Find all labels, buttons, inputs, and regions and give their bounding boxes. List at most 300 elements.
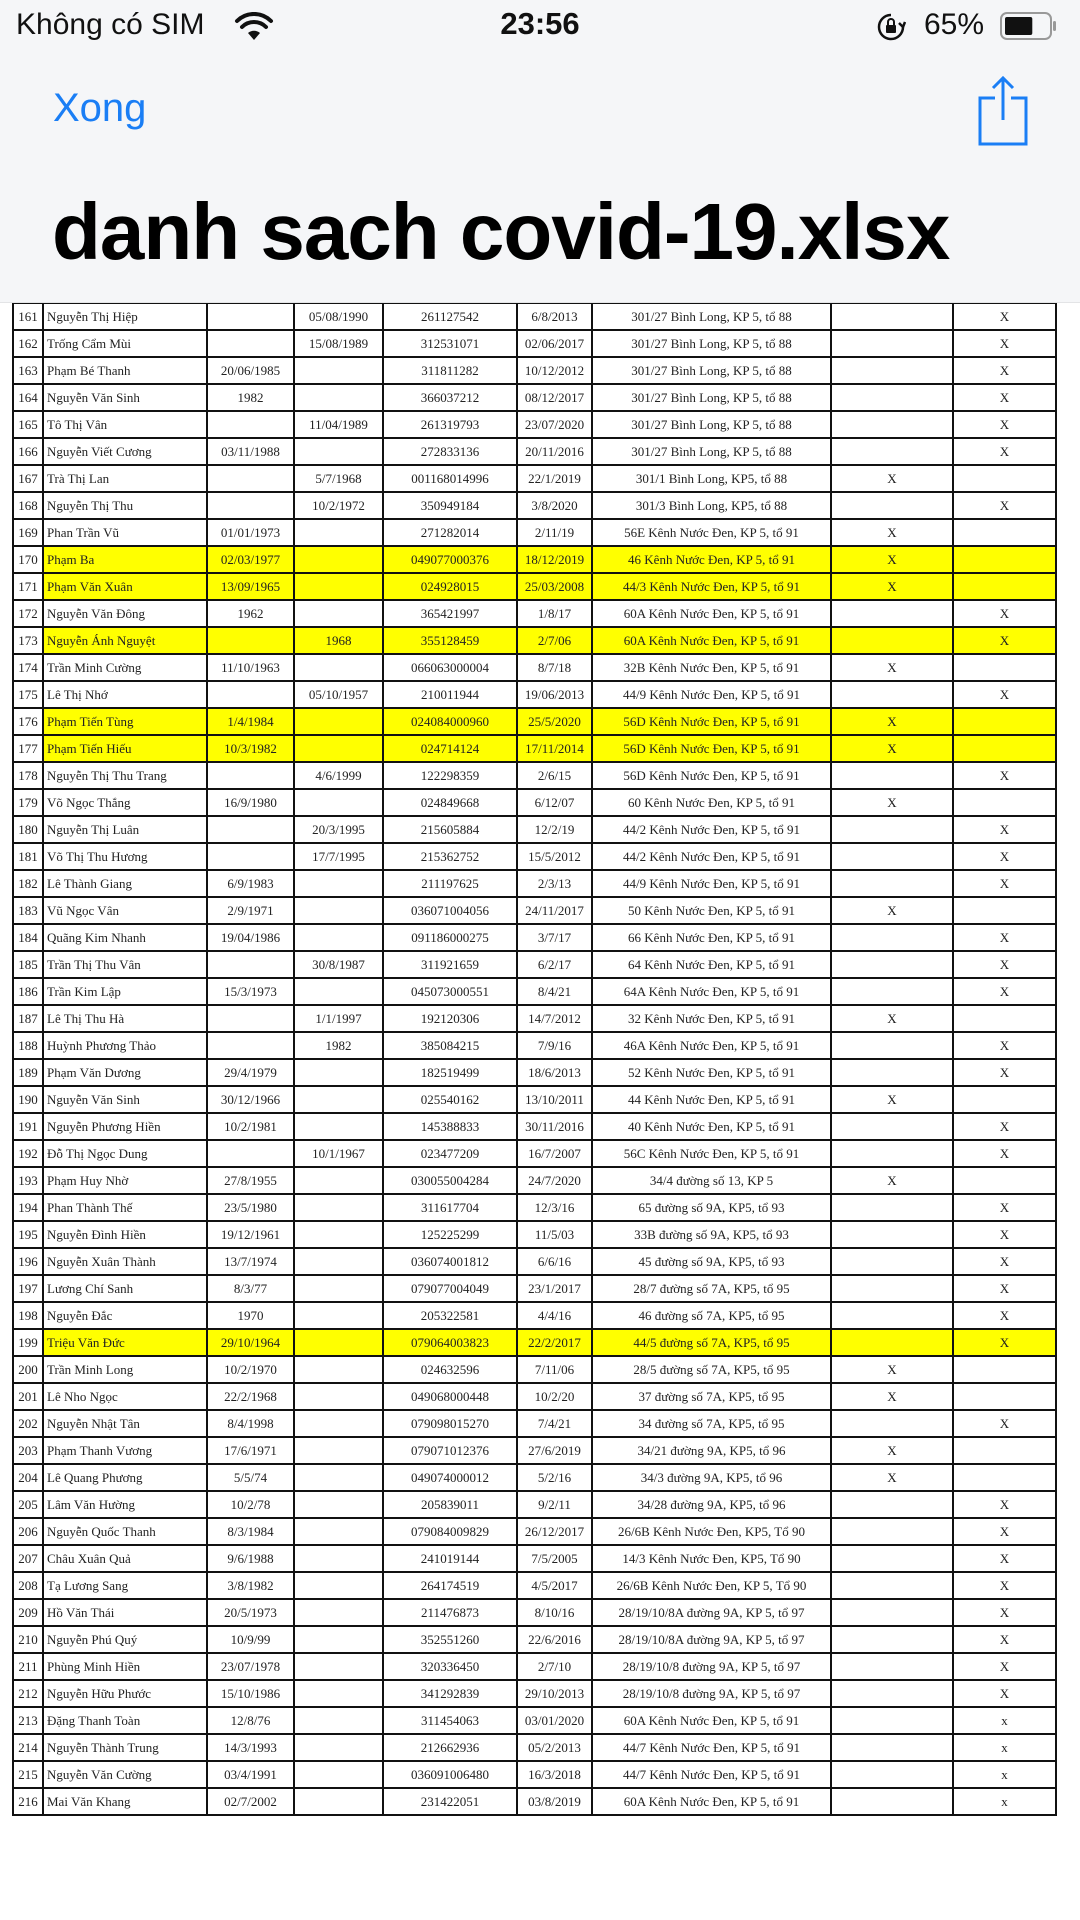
cell-name[interactable]: Nguyễn Thị Thu bbox=[43, 492, 207, 519]
cell-mark-b[interactable]: X bbox=[953, 492, 1056, 519]
cell-dob-male[interactable] bbox=[207, 411, 294, 438]
cell-name[interactable]: Nguyễn Quốc Thanh bbox=[43, 1518, 207, 1545]
cell-name[interactable]: Phạm Huy Nhờ bbox=[43, 1167, 207, 1194]
cell-stt[interactable]: 198 bbox=[13, 1302, 43, 1329]
cell-dob-male[interactable] bbox=[207, 1005, 294, 1032]
cell-id-number[interactable]: 036074001812 bbox=[383, 1248, 517, 1275]
cell-name[interactable]: Lương Chí Sanh bbox=[43, 1275, 207, 1302]
cell-dob-female[interactable] bbox=[294, 789, 383, 816]
cell-dob-male[interactable]: 03/4/1991 bbox=[207, 1761, 294, 1788]
cell-stt[interactable]: 207 bbox=[13, 1545, 43, 1572]
cell-id-number[interactable]: 122298359 bbox=[383, 762, 517, 789]
cell-dob-male[interactable]: 1970 bbox=[207, 1302, 294, 1329]
cell-mark-b[interactable]: X bbox=[953, 1680, 1056, 1707]
cell-mark-b[interactable]: X bbox=[953, 627, 1056, 654]
cell-id-number[interactable]: 182519499 bbox=[383, 1059, 517, 1086]
cell-issue-date[interactable]: 3/7/17 bbox=[517, 924, 592, 951]
cell-mark-a[interactable] bbox=[831, 1410, 953, 1437]
cell-dob-female[interactable] bbox=[294, 1437, 383, 1464]
cell-issue-date[interactable]: 03/01/2020 bbox=[517, 1707, 592, 1734]
cell-issue-date[interactable]: 27/6/2019 bbox=[517, 1437, 592, 1464]
cell-mark-a[interactable] bbox=[831, 1653, 953, 1680]
cell-name[interactable]: Nguyễn Ánh Nguyệt bbox=[43, 627, 207, 654]
cell-address[interactable]: 52 Kênh Nước Đen, KP 5, tổ 91 bbox=[592, 1059, 831, 1086]
cell-stt[interactable]: 206 bbox=[13, 1518, 43, 1545]
cell-dob-male[interactable]: 02/03/1977 bbox=[207, 546, 294, 573]
cell-address[interactable]: 37 đường số 7A, KP5, tổ 95 bbox=[592, 1383, 831, 1410]
cell-stt[interactable]: 165 bbox=[13, 411, 43, 438]
cell-stt[interactable]: 182 bbox=[13, 870, 43, 897]
cell-issue-date[interactable]: 15/5/2012 bbox=[517, 843, 592, 870]
cell-name[interactable]: Tạ Lương Sang bbox=[43, 1572, 207, 1599]
cell-mark-b[interactable] bbox=[953, 789, 1056, 816]
cell-stt[interactable]: 166 bbox=[13, 438, 43, 465]
cell-name[interactable]: Võ Thị Thu Hương bbox=[43, 843, 207, 870]
cell-dob-male[interactable]: 14/3/1993 bbox=[207, 1734, 294, 1761]
cell-dob-male[interactable]: 8/3/77 bbox=[207, 1275, 294, 1302]
cell-mark-b[interactable]: X bbox=[953, 1518, 1056, 1545]
cell-mark-a[interactable] bbox=[831, 1248, 953, 1275]
cell-mark-b[interactable] bbox=[953, 708, 1056, 735]
cell-issue-date[interactable]: 23/07/2020 bbox=[517, 411, 592, 438]
cell-address[interactable]: 64A Kênh Nước Đen, KP 5, tổ 91 bbox=[592, 978, 831, 1005]
cell-issue-date[interactable]: 6/12/07 bbox=[517, 789, 592, 816]
cell-dob-male[interactable]: 10/2/1970 bbox=[207, 1356, 294, 1383]
cell-dob-male[interactable]: 10/3/1982 bbox=[207, 735, 294, 762]
cell-id-number[interactable]: 355128459 bbox=[383, 627, 517, 654]
cell-stt[interactable]: 193 bbox=[13, 1167, 43, 1194]
cell-issue-date[interactable]: 03/8/2019 bbox=[517, 1788, 592, 1815]
cell-dob-male[interactable]: 13/7/1974 bbox=[207, 1248, 294, 1275]
cell-address[interactable]: 301/27 Bình Long, KP 5, tổ 88 bbox=[592, 384, 831, 411]
cell-dob-female[interactable]: 4/6/1999 bbox=[294, 762, 383, 789]
cell-dob-female[interactable] bbox=[294, 1302, 383, 1329]
cell-id-number[interactable]: 079064003823 bbox=[383, 1329, 517, 1356]
cell-mark-b[interactable]: X bbox=[953, 1572, 1056, 1599]
cell-id-number[interactable]: 192120306 bbox=[383, 1005, 517, 1032]
cell-dob-male[interactable] bbox=[207, 762, 294, 789]
cell-name[interactable]: Lê Nho Ngọc bbox=[43, 1383, 207, 1410]
cell-name[interactable]: Hồ Văn Thái bbox=[43, 1599, 207, 1626]
cell-mark-b[interactable]: X bbox=[953, 1626, 1056, 1653]
cell-address[interactable]: 46 đường số 7A, KP5, tổ 95 bbox=[592, 1302, 831, 1329]
cell-mark-b[interactable]: X bbox=[953, 1491, 1056, 1518]
cell-name[interactable]: Lê Thành Giang bbox=[43, 870, 207, 897]
cell-mark-b[interactable]: X bbox=[953, 330, 1056, 357]
cell-mark-b[interactable]: X bbox=[953, 384, 1056, 411]
cell-issue-date[interactable]: 20/11/2016 bbox=[517, 438, 592, 465]
cell-mark-b[interactable]: X bbox=[953, 924, 1056, 951]
cell-id-number[interactable]: 023477209 bbox=[383, 1140, 517, 1167]
cell-mark-a[interactable]: X bbox=[831, 789, 953, 816]
cell-mark-b[interactable]: X bbox=[953, 1302, 1056, 1329]
cell-issue-date[interactable]: 6/6/16 bbox=[517, 1248, 592, 1275]
cell-mark-a[interactable]: X bbox=[831, 1167, 953, 1194]
cell-stt[interactable]: 181 bbox=[13, 843, 43, 870]
cell-mark-a[interactable]: X bbox=[831, 1086, 953, 1113]
cell-id-number[interactable]: 366037212 bbox=[383, 384, 517, 411]
cell-mark-a[interactable] bbox=[831, 1788, 953, 1815]
cell-dob-female[interactable]: 1968 bbox=[294, 627, 383, 654]
cell-mark-b[interactable]: X bbox=[953, 1221, 1056, 1248]
cell-issue-date[interactable]: 2/7/06 bbox=[517, 627, 592, 654]
cell-mark-a[interactable] bbox=[831, 978, 953, 1005]
cell-stt[interactable]: 210 bbox=[13, 1626, 43, 1653]
cell-address[interactable]: 28/19/10/8A đường 9A, KP 5, tổ 97 bbox=[592, 1599, 831, 1626]
cell-issue-date[interactable]: 6/2/17 bbox=[517, 951, 592, 978]
cell-name[interactable]: Đỗ Thị Ngọc Dung bbox=[43, 1140, 207, 1167]
cell-id-number[interactable]: 049074000012 bbox=[383, 1464, 517, 1491]
cell-name[interactable]: Nguyễn Đắc bbox=[43, 1302, 207, 1329]
cell-id-number[interactable]: 210011944 bbox=[383, 681, 517, 708]
cell-stt[interactable]: 169 bbox=[13, 519, 43, 546]
cell-dob-female[interactable] bbox=[294, 1059, 383, 1086]
cell-issue-date[interactable]: 2/11/19 bbox=[517, 519, 592, 546]
cell-mark-a[interactable]: X bbox=[831, 654, 953, 681]
cell-stt[interactable]: 170 bbox=[13, 546, 43, 573]
cell-name[interactable]: Mai Văn Khang bbox=[43, 1788, 207, 1815]
cell-mark-a[interactable] bbox=[831, 1302, 953, 1329]
cell-mark-a[interactable] bbox=[831, 492, 953, 519]
cell-issue-date[interactable]: 12/2/19 bbox=[517, 816, 592, 843]
cell-mark-b[interactable]: X bbox=[953, 1194, 1056, 1221]
cell-issue-date[interactable]: 22/1/2019 bbox=[517, 465, 592, 492]
cell-mark-a[interactable] bbox=[831, 1032, 953, 1059]
cell-dob-male[interactable]: 01/01/1973 bbox=[207, 519, 294, 546]
cell-id-number[interactable]: 352551260 bbox=[383, 1626, 517, 1653]
cell-stt[interactable]: 185 bbox=[13, 951, 43, 978]
cell-name[interactable]: Phạm Tiến Hiếu bbox=[43, 735, 207, 762]
cell-mark-b[interactable] bbox=[953, 1167, 1056, 1194]
cell-dob-female[interactable] bbox=[294, 1491, 383, 1518]
cell-mark-b[interactable]: X bbox=[953, 762, 1056, 789]
cell-address[interactable]: 32 Kênh Nước Đen, KP 5, tổ 91 bbox=[592, 1005, 831, 1032]
cell-dob-female[interactable]: 05/10/1957 bbox=[294, 681, 383, 708]
cell-mark-b[interactable] bbox=[953, 546, 1056, 573]
cell-id-number[interactable]: 024849668 bbox=[383, 789, 517, 816]
cell-dob-male[interactable]: 10/2/1981 bbox=[207, 1113, 294, 1140]
cell-id-number[interactable]: 272833136 bbox=[383, 438, 517, 465]
cell-address[interactable]: 301/1 Bình Long, KP5, tổ 88 bbox=[592, 465, 831, 492]
cell-dob-male[interactable]: 8/4/1998 bbox=[207, 1410, 294, 1437]
cell-address[interactable]: 301/3 Bình Long, KP5, tổ 88 bbox=[592, 492, 831, 519]
cell-dob-female[interactable] bbox=[294, 1383, 383, 1410]
cell-address[interactable]: 60A Kênh Nước Đen, KP 5, tổ 91 bbox=[592, 1707, 831, 1734]
cell-mark-a[interactable] bbox=[831, 411, 953, 438]
cell-stt[interactable]: 216 bbox=[13, 1788, 43, 1815]
cell-dob-female[interactable] bbox=[294, 1626, 383, 1653]
cell-dob-female[interactable]: 11/04/1989 bbox=[294, 411, 383, 438]
cell-address[interactable]: 46A Kênh Nước Đen, KP 5, tổ 91 bbox=[592, 1032, 831, 1059]
cell-dob-male[interactable] bbox=[207, 465, 294, 492]
cell-address[interactable]: 60A Kênh Nước Đen, KP 5, tổ 91 bbox=[592, 1788, 831, 1815]
cell-dob-male[interactable] bbox=[207, 1032, 294, 1059]
cell-stt[interactable]: 184 bbox=[13, 924, 43, 951]
cell-mark-b[interactable]: X bbox=[953, 1248, 1056, 1275]
cell-stt[interactable]: 163 bbox=[13, 357, 43, 384]
cell-mark-a[interactable] bbox=[831, 924, 953, 951]
cell-address[interactable]: 44/9 Kênh Nước Đen, KP 5, tổ 91 bbox=[592, 681, 831, 708]
cell-name[interactable]: Võ Ngọc Thắng bbox=[43, 789, 207, 816]
cell-address[interactable]: 34/28 đường 9A, KP5, tổ 96 bbox=[592, 1491, 831, 1518]
cell-id-number[interactable]: 271282014 bbox=[383, 519, 517, 546]
cell-dob-female[interactable] bbox=[294, 1410, 383, 1437]
cell-address[interactable]: 50 Kênh Nước Đen, KP 5, tổ 91 bbox=[592, 897, 831, 924]
cell-stt[interactable]: 209 bbox=[13, 1599, 43, 1626]
cell-stt[interactable]: 162 bbox=[13, 330, 43, 357]
cell-issue-date[interactable]: 24/7/2020 bbox=[517, 1167, 592, 1194]
cell-dob-male[interactable]: 5/5/74 bbox=[207, 1464, 294, 1491]
cell-name[interactable]: Phạm Văn Xuân bbox=[43, 573, 207, 600]
cell-dob-female[interactable] bbox=[294, 1707, 383, 1734]
cell-mark-a[interactable] bbox=[831, 1194, 953, 1221]
cell-mark-a[interactable] bbox=[831, 1140, 953, 1167]
cell-mark-a[interactable]: X bbox=[831, 465, 953, 492]
cell-issue-date[interactable]: 14/7/2012 bbox=[517, 1005, 592, 1032]
cell-name[interactable]: Vũ Ngọc Vân bbox=[43, 897, 207, 924]
cell-mark-a[interactable] bbox=[831, 1518, 953, 1545]
cell-id-number[interactable]: 215605884 bbox=[383, 816, 517, 843]
cell-name[interactable]: Nguyễn Hữu Phước bbox=[43, 1680, 207, 1707]
cell-stt[interactable]: 191 bbox=[13, 1113, 43, 1140]
cell-name[interactable]: Lê Quang Phương bbox=[43, 1464, 207, 1491]
cell-id-number[interactable]: 311921659 bbox=[383, 951, 517, 978]
cell-id-number[interactable]: 045073000551 bbox=[383, 978, 517, 1005]
cell-dob-male[interactable]: 8/3/1984 bbox=[207, 1518, 294, 1545]
cell-issue-date[interactable]: 7/11/06 bbox=[517, 1356, 592, 1383]
cell-dob-female[interactable] bbox=[294, 1167, 383, 1194]
cell-mark-b[interactable]: X bbox=[953, 1545, 1056, 1572]
cell-name[interactable]: Nguyễn Thị Hiệp bbox=[43, 303, 207, 330]
cell-stt[interactable]: 174 bbox=[13, 654, 43, 681]
cell-id-number[interactable]: 320336450 bbox=[383, 1653, 517, 1680]
cell-stt[interactable]: 201 bbox=[13, 1383, 43, 1410]
cell-dob-female[interactable] bbox=[294, 1464, 383, 1491]
cell-address[interactable]: 60A Kênh Nước Đen, KP 5, tổ 91 bbox=[592, 627, 831, 654]
cell-dob-male[interactable]: 10/2/78 bbox=[207, 1491, 294, 1518]
cell-id-number[interactable]: 066063000004 bbox=[383, 654, 517, 681]
cell-mark-a[interactable] bbox=[831, 951, 953, 978]
cell-mark-b[interactable] bbox=[953, 654, 1056, 681]
cell-issue-date[interactable]: 02/06/2017 bbox=[517, 330, 592, 357]
cell-dob-female[interactable]: 1982 bbox=[294, 1032, 383, 1059]
cell-mark-b[interactable] bbox=[953, 897, 1056, 924]
cell-dob-female[interactable] bbox=[294, 1545, 383, 1572]
cell-issue-date[interactable]: 17/11/2014 bbox=[517, 735, 592, 762]
cell-mark-b[interactable] bbox=[953, 1464, 1056, 1491]
cell-issue-date[interactable]: 22/2/2017 bbox=[517, 1329, 592, 1356]
cell-mark-b[interactable]: X bbox=[953, 1275, 1056, 1302]
cell-name[interactable]: Nguyễn Thị Luân bbox=[43, 816, 207, 843]
cell-mark-b[interactable] bbox=[953, 1383, 1056, 1410]
cell-name[interactable]: Triệu Văn Đức bbox=[43, 1329, 207, 1356]
cell-dob-male[interactable]: 02/7/2002 bbox=[207, 1788, 294, 1815]
cell-stt[interactable]: 211 bbox=[13, 1653, 43, 1680]
cell-id-number[interactable]: 341292839 bbox=[383, 1680, 517, 1707]
cell-stt[interactable]: 204 bbox=[13, 1464, 43, 1491]
cell-issue-date[interactable]: 8/7/18 bbox=[517, 654, 592, 681]
cell-address[interactable]: 46 Kênh Nước Đen, KP 5, tổ 91 bbox=[592, 546, 831, 573]
cell-name[interactable]: Phạm Tiến Tùng bbox=[43, 708, 207, 735]
cell-issue-date[interactable]: 4/5/2017 bbox=[517, 1572, 592, 1599]
cell-id-number[interactable]: 079071012376 bbox=[383, 1437, 517, 1464]
cell-name[interactable]: Trần Minh Cường bbox=[43, 654, 207, 681]
cell-issue-date[interactable]: 2/3/13 bbox=[517, 870, 592, 897]
cell-address[interactable]: 66 Kênh Nước Đen, KP 5, tổ 91 bbox=[592, 924, 831, 951]
cell-address[interactable]: 60A Kênh Nước Đen, KP 5, tổ 91 bbox=[592, 600, 831, 627]
cell-dob-female[interactable] bbox=[294, 1248, 383, 1275]
cell-dob-female[interactable] bbox=[294, 438, 383, 465]
cell-dob-female[interactable] bbox=[294, 600, 383, 627]
cell-issue-date[interactable]: 18/12/2019 bbox=[517, 546, 592, 573]
cell-mark-b[interactable]: x bbox=[953, 1788, 1056, 1815]
cell-address[interactable]: 56E Kênh Nước Đen, KP 5, tổ 91 bbox=[592, 519, 831, 546]
cell-name[interactable]: Quãng Kim Nhanh bbox=[43, 924, 207, 951]
cell-dob-male[interactable]: 23/07/1978 bbox=[207, 1653, 294, 1680]
cell-dob-female[interactable] bbox=[294, 1599, 383, 1626]
cell-name[interactable]: Nguyễn Thành Trung bbox=[43, 1734, 207, 1761]
cell-id-number[interactable]: 231422051 bbox=[383, 1788, 517, 1815]
cell-mark-b[interactable] bbox=[953, 573, 1056, 600]
cell-address[interactable]: 34/4 đường số 13, KP 5 bbox=[592, 1167, 831, 1194]
cell-dob-male[interactable]: 29/10/1964 bbox=[207, 1329, 294, 1356]
cell-stt[interactable]: 195 bbox=[13, 1221, 43, 1248]
cell-dob-female[interactable] bbox=[294, 1194, 383, 1221]
cell-stt[interactable]: 189 bbox=[13, 1059, 43, 1086]
cell-stt[interactable]: 213 bbox=[13, 1707, 43, 1734]
cell-name[interactable]: Nguyễn Nhật Tân bbox=[43, 1410, 207, 1437]
cell-mark-b[interactable]: X bbox=[953, 978, 1056, 1005]
cell-address[interactable]: 44/7 Kênh Nước Đen, KP 5, tổ 91 bbox=[592, 1734, 831, 1761]
cell-mark-a[interactable] bbox=[831, 627, 953, 654]
cell-dob-female[interactable] bbox=[294, 1086, 383, 1113]
cell-id-number[interactable]: 125225299 bbox=[383, 1221, 517, 1248]
cell-dob-male[interactable]: 2/9/1971 bbox=[207, 897, 294, 924]
cell-mark-b[interactable] bbox=[953, 1356, 1056, 1383]
cell-dob-male[interactable] bbox=[207, 303, 294, 330]
cell-mark-a[interactable] bbox=[831, 762, 953, 789]
cell-mark-b[interactable]: X bbox=[953, 1032, 1056, 1059]
cell-mark-b[interactable] bbox=[953, 1005, 1056, 1032]
cell-address[interactable]: 44/2 Kênh Nước Đen, KP 5, tổ 91 bbox=[592, 816, 831, 843]
cell-dob-female[interactable] bbox=[294, 1653, 383, 1680]
cell-mark-a[interactable]: X bbox=[831, 1464, 953, 1491]
cell-dob-female[interactable] bbox=[294, 573, 383, 600]
cell-dob-male[interactable] bbox=[207, 330, 294, 357]
cell-name[interactable]: Nguyễn Đình Hiền bbox=[43, 1221, 207, 1248]
cell-id-number[interactable]: 049068000448 bbox=[383, 1383, 517, 1410]
cell-id-number[interactable]: 024928015 bbox=[383, 573, 517, 600]
cell-address[interactable]: 28/7 đường số 7A, KP5, tổ 95 bbox=[592, 1275, 831, 1302]
cell-mark-b[interactable] bbox=[953, 1086, 1056, 1113]
cell-dob-female[interactable] bbox=[294, 1680, 383, 1707]
cell-issue-date[interactable]: 30/11/2016 bbox=[517, 1113, 592, 1140]
cell-id-number[interactable]: 079098015270 bbox=[383, 1410, 517, 1437]
cell-name[interactable]: Lâm Văn Hường bbox=[43, 1491, 207, 1518]
cell-id-number[interactable]: 212662936 bbox=[383, 1734, 517, 1761]
cell-dob-male[interactable]: 1/4/1984 bbox=[207, 708, 294, 735]
cell-id-number[interactable]: 030055004284 bbox=[383, 1167, 517, 1194]
cell-name[interactable]: Lê Thị Thu Hà bbox=[43, 1005, 207, 1032]
cell-dob-male[interactable]: 22/2/1968 bbox=[207, 1383, 294, 1410]
cell-mark-b[interactable]: X bbox=[953, 681, 1056, 708]
cell-mark-b[interactable]: X bbox=[953, 1599, 1056, 1626]
cell-issue-date[interactable]: 8/10/16 bbox=[517, 1599, 592, 1626]
cell-mark-b[interactable]: X bbox=[953, 600, 1056, 627]
cell-issue-date[interactable]: 11/5/03 bbox=[517, 1221, 592, 1248]
cell-issue-date[interactable]: 13/10/2011 bbox=[517, 1086, 592, 1113]
cell-address[interactable]: 40 Kênh Nước Đen, KP 5, tổ 91 bbox=[592, 1113, 831, 1140]
cell-mark-b[interactable]: X bbox=[953, 816, 1056, 843]
cell-issue-date[interactable]: 12/3/16 bbox=[517, 1194, 592, 1221]
cell-name[interactable]: Phan Thành Thế bbox=[43, 1194, 207, 1221]
cell-stt[interactable]: 177 bbox=[13, 735, 43, 762]
cell-issue-date[interactable]: 23/1/2017 bbox=[517, 1275, 592, 1302]
cell-id-number[interactable]: 001168014996 bbox=[383, 465, 517, 492]
cell-dob-male[interactable] bbox=[207, 627, 294, 654]
cell-issue-date[interactable]: 29/10/2013 bbox=[517, 1680, 592, 1707]
cell-mark-b[interactable]: x bbox=[953, 1707, 1056, 1734]
cell-mark-b[interactable]: X bbox=[953, 870, 1056, 897]
cell-id-number[interactable]: 215362752 bbox=[383, 843, 517, 870]
cell-stt[interactable]: 200 bbox=[13, 1356, 43, 1383]
cell-name[interactable]: Trần Thị Thu Vân bbox=[43, 951, 207, 978]
cell-mark-b[interactable]: X bbox=[953, 951, 1056, 978]
cell-issue-date[interactable]: 25/5/2020 bbox=[517, 708, 592, 735]
cell-id-number[interactable]: 145388833 bbox=[383, 1113, 517, 1140]
cell-address[interactable]: 28/19/10/8 đường 9A, KP 5, tổ 97 bbox=[592, 1680, 831, 1707]
cell-mark-b[interactable] bbox=[953, 465, 1056, 492]
cell-dob-female[interactable] bbox=[294, 1113, 383, 1140]
cell-name[interactable]: Lê Thị Nhớ bbox=[43, 681, 207, 708]
cell-name[interactable]: Nguyễn Văn Sinh bbox=[43, 1086, 207, 1113]
cell-dob-female[interactable] bbox=[294, 708, 383, 735]
cell-address[interactable]: 301/27 Bình Long, KP 5, tổ 88 bbox=[592, 357, 831, 384]
cell-mark-a[interactable] bbox=[831, 1491, 953, 1518]
cell-mark-a[interactable] bbox=[831, 1329, 953, 1356]
cell-id-number[interactable]: 024084000960 bbox=[383, 708, 517, 735]
cell-id-number[interactable]: 091186000275 bbox=[383, 924, 517, 951]
cell-id-number[interactable]: 311454063 bbox=[383, 1707, 517, 1734]
cell-dob-female[interactable] bbox=[294, 897, 383, 924]
cell-dob-male[interactable]: 16/9/1980 bbox=[207, 789, 294, 816]
cell-dob-female[interactable] bbox=[294, 1788, 383, 1815]
cell-mark-a[interactable] bbox=[831, 384, 953, 411]
cell-issue-date[interactable]: 10/12/2012 bbox=[517, 357, 592, 384]
cell-dob-male[interactable]: 17/6/1971 bbox=[207, 1437, 294, 1464]
cell-address[interactable]: 14/3 Kênh Nước Đen, KP5, Tổ 90 bbox=[592, 1545, 831, 1572]
cell-stt[interactable]: 178 bbox=[13, 762, 43, 789]
cell-address[interactable]: 44/9 Kênh Nước Đen, KP 5, tổ 91 bbox=[592, 870, 831, 897]
cell-issue-date[interactable]: 9/2/11 bbox=[517, 1491, 592, 1518]
cell-id-number[interactable]: 241019144 bbox=[383, 1545, 517, 1572]
cell-dob-female[interactable]: 30/8/1987 bbox=[294, 951, 383, 978]
cell-name[interactable]: Nguyễn Thị Thu Trang bbox=[43, 762, 207, 789]
cell-issue-date[interactable]: 25/03/2008 bbox=[517, 573, 592, 600]
cell-mark-b[interactable] bbox=[953, 519, 1056, 546]
cell-address[interactable]: 56C Kênh Nước Đen, KP 5, tổ 91 bbox=[592, 1140, 831, 1167]
cell-mark-a[interactable] bbox=[831, 1707, 953, 1734]
cell-dob-male[interactable]: 13/09/1965 bbox=[207, 573, 294, 600]
cell-dob-female[interactable] bbox=[294, 519, 383, 546]
spreadsheet-view[interactable] bbox=[0, 302, 1080, 1920]
cell-dob-male[interactable]: 1982 bbox=[207, 384, 294, 411]
cell-dob-female[interactable]: 10/2/1972 bbox=[294, 492, 383, 519]
cell-mark-b[interactable]: x bbox=[953, 1761, 1056, 1788]
cell-id-number[interactable]: 036071004056 bbox=[383, 897, 517, 924]
cell-dob-male[interactable]: 20/06/1985 bbox=[207, 357, 294, 384]
cell-stt[interactable]: 214 bbox=[13, 1734, 43, 1761]
